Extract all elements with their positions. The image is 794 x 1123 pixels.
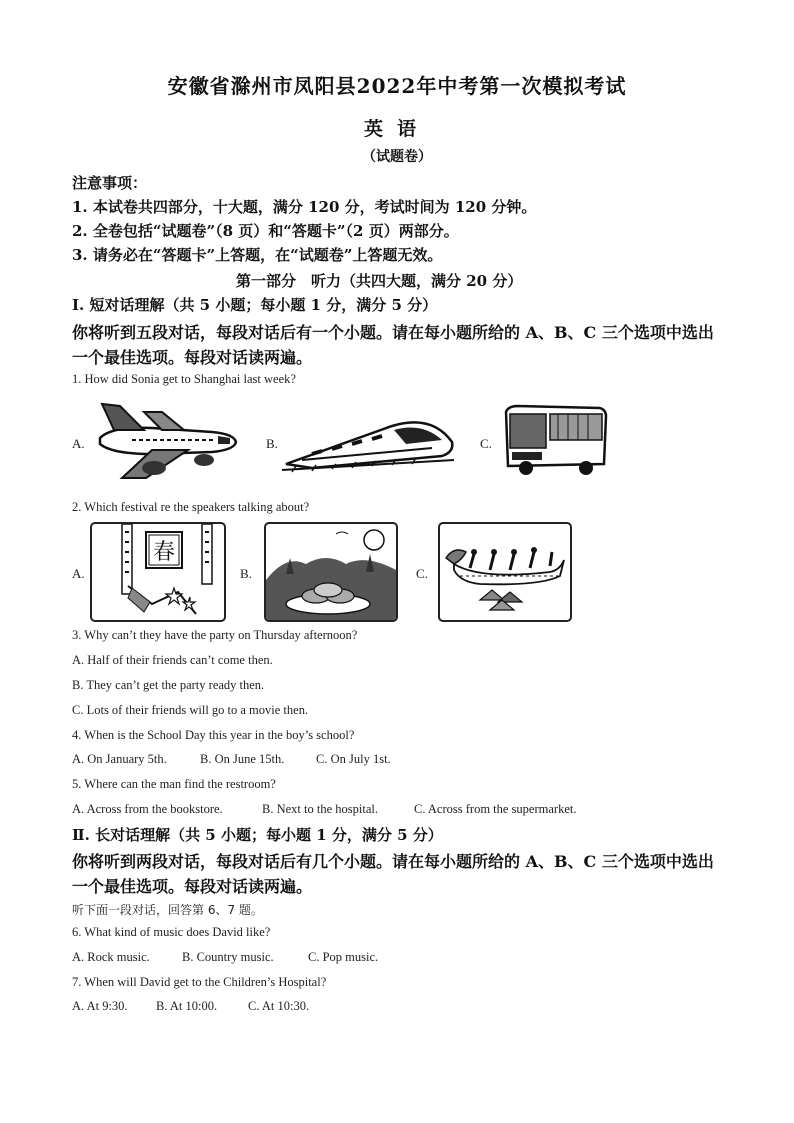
section2-heading: Ⅱ. 长对话理解（共 5 小题；每小题 1 分，满分 5 分） [72, 826, 443, 844]
section2-instruction-line2: 一个最佳选项。每段对话读两遍。 [72, 877, 313, 896]
notice-item-3: 3. 请务必在“答题卡”上答题，在“试题卷”上答题无效。 [72, 246, 443, 264]
dragon-boat-festival-picture [438, 522, 572, 622]
q5-option-c: C. Across from the supermarket. [414, 802, 577, 816]
section1-instruction-line1: 你将听到五段对话，每段对话后有一个小题。请在每小题所给的 A、B、C 三个选项中选出 [72, 323, 714, 342]
question-2: 2. Which festival re the speakers talking about? [72, 500, 310, 514]
q6-option-b: B. Country music. [182, 950, 274, 964]
question-3: 3. Why can’t they have the party on Thursday afternoon? [72, 628, 358, 642]
bus-picture [500, 402, 608, 478]
exam-title: 安徽省滁州市凤阳县2022年中考第一次模拟考试 [167, 74, 627, 98]
q6-option-a: A. Rock music. [72, 950, 150, 964]
q6-option-c: C. Pop music. [308, 950, 379, 964]
question-4: 4. When is the School Day this year in the boy’s school? [72, 728, 355, 742]
q1-option-b-label: B. [266, 436, 278, 451]
section1-instruction-line2: 一个最佳选项。每段对话读两遍。 [72, 348, 313, 367]
part1-heading: 第一部分 听力（共四大题，满分 20 分） [236, 272, 523, 290]
notice-item-2: 2. 全卷包括“试题卷”（8 页）和“答题卡”（2 页）两部分。 [72, 222, 459, 240]
notice-item-1: 1. 本试卷共四部分，十大题，满分 120 分，考试时间为 120 分钟。 [72, 198, 537, 216]
q1-option-c-label: C. [480, 436, 492, 451]
q3-option-c: C. Lots of their friends will go to a movie then. [72, 703, 309, 717]
q4-option-a: A. On January 5th. [72, 752, 167, 766]
q2-option-b-label: B. [240, 566, 252, 581]
q1-option-a-label: A. [72, 436, 85, 451]
question-1: 1. How did Sonia get to Shanghai last week? [72, 372, 296, 386]
notice-heading: 注意事项： [72, 174, 148, 192]
q3-option-a: A. Half of their friends can’t come then. [72, 653, 273, 667]
q2-option-a-label: A. [72, 566, 85, 581]
section1-heading: Ⅰ. 短对话理解（共 5 小题；每小题 1 分，满分 5 分） [72, 296, 438, 314]
q2-option-c-label: C. [416, 566, 428, 581]
q7-option-a: A. At 9:30. [72, 999, 128, 1013]
q5-option-a: A. Across from the bookstore. [72, 802, 223, 816]
q4-option-b: B. On June 15th. [200, 752, 285, 766]
q7-option-c: C. At 10:30. [248, 999, 310, 1013]
question-6: 6. What kind of music does David like? [72, 925, 271, 939]
subject-title: 英语 [363, 118, 430, 140]
airplane-picture [92, 398, 242, 480]
spring-character: 春 [152, 540, 176, 565]
q4-option-c: C. On July 1st. [316, 752, 391, 766]
section2-instruction-line1: 你将听到两段对话，每段对话后有几个小题。请在每小题所给的 A、B、C 三个选项中选出 [72, 852, 714, 871]
high-speed-train-picture [282, 408, 458, 474]
section2-lead: 听下面一段对话，回答第 6、7 题。 [72, 903, 263, 917]
q3-option-b: B. They can’t get the party ready then. [72, 678, 265, 692]
question-5: 5. Where can the man find the restroom? [72, 777, 276, 791]
mid-autumn-festival-picture [264, 522, 398, 622]
q7-option-b: B. At 10:00. [156, 999, 218, 1013]
spring-festival-picture [90, 522, 226, 622]
q5-option-b: B. Next to the hospital. [262, 802, 378, 816]
paper-type: （试题卷） [362, 149, 432, 165]
question-7: 7. When will David get to the Children’s Hospital? [72, 975, 327, 989]
